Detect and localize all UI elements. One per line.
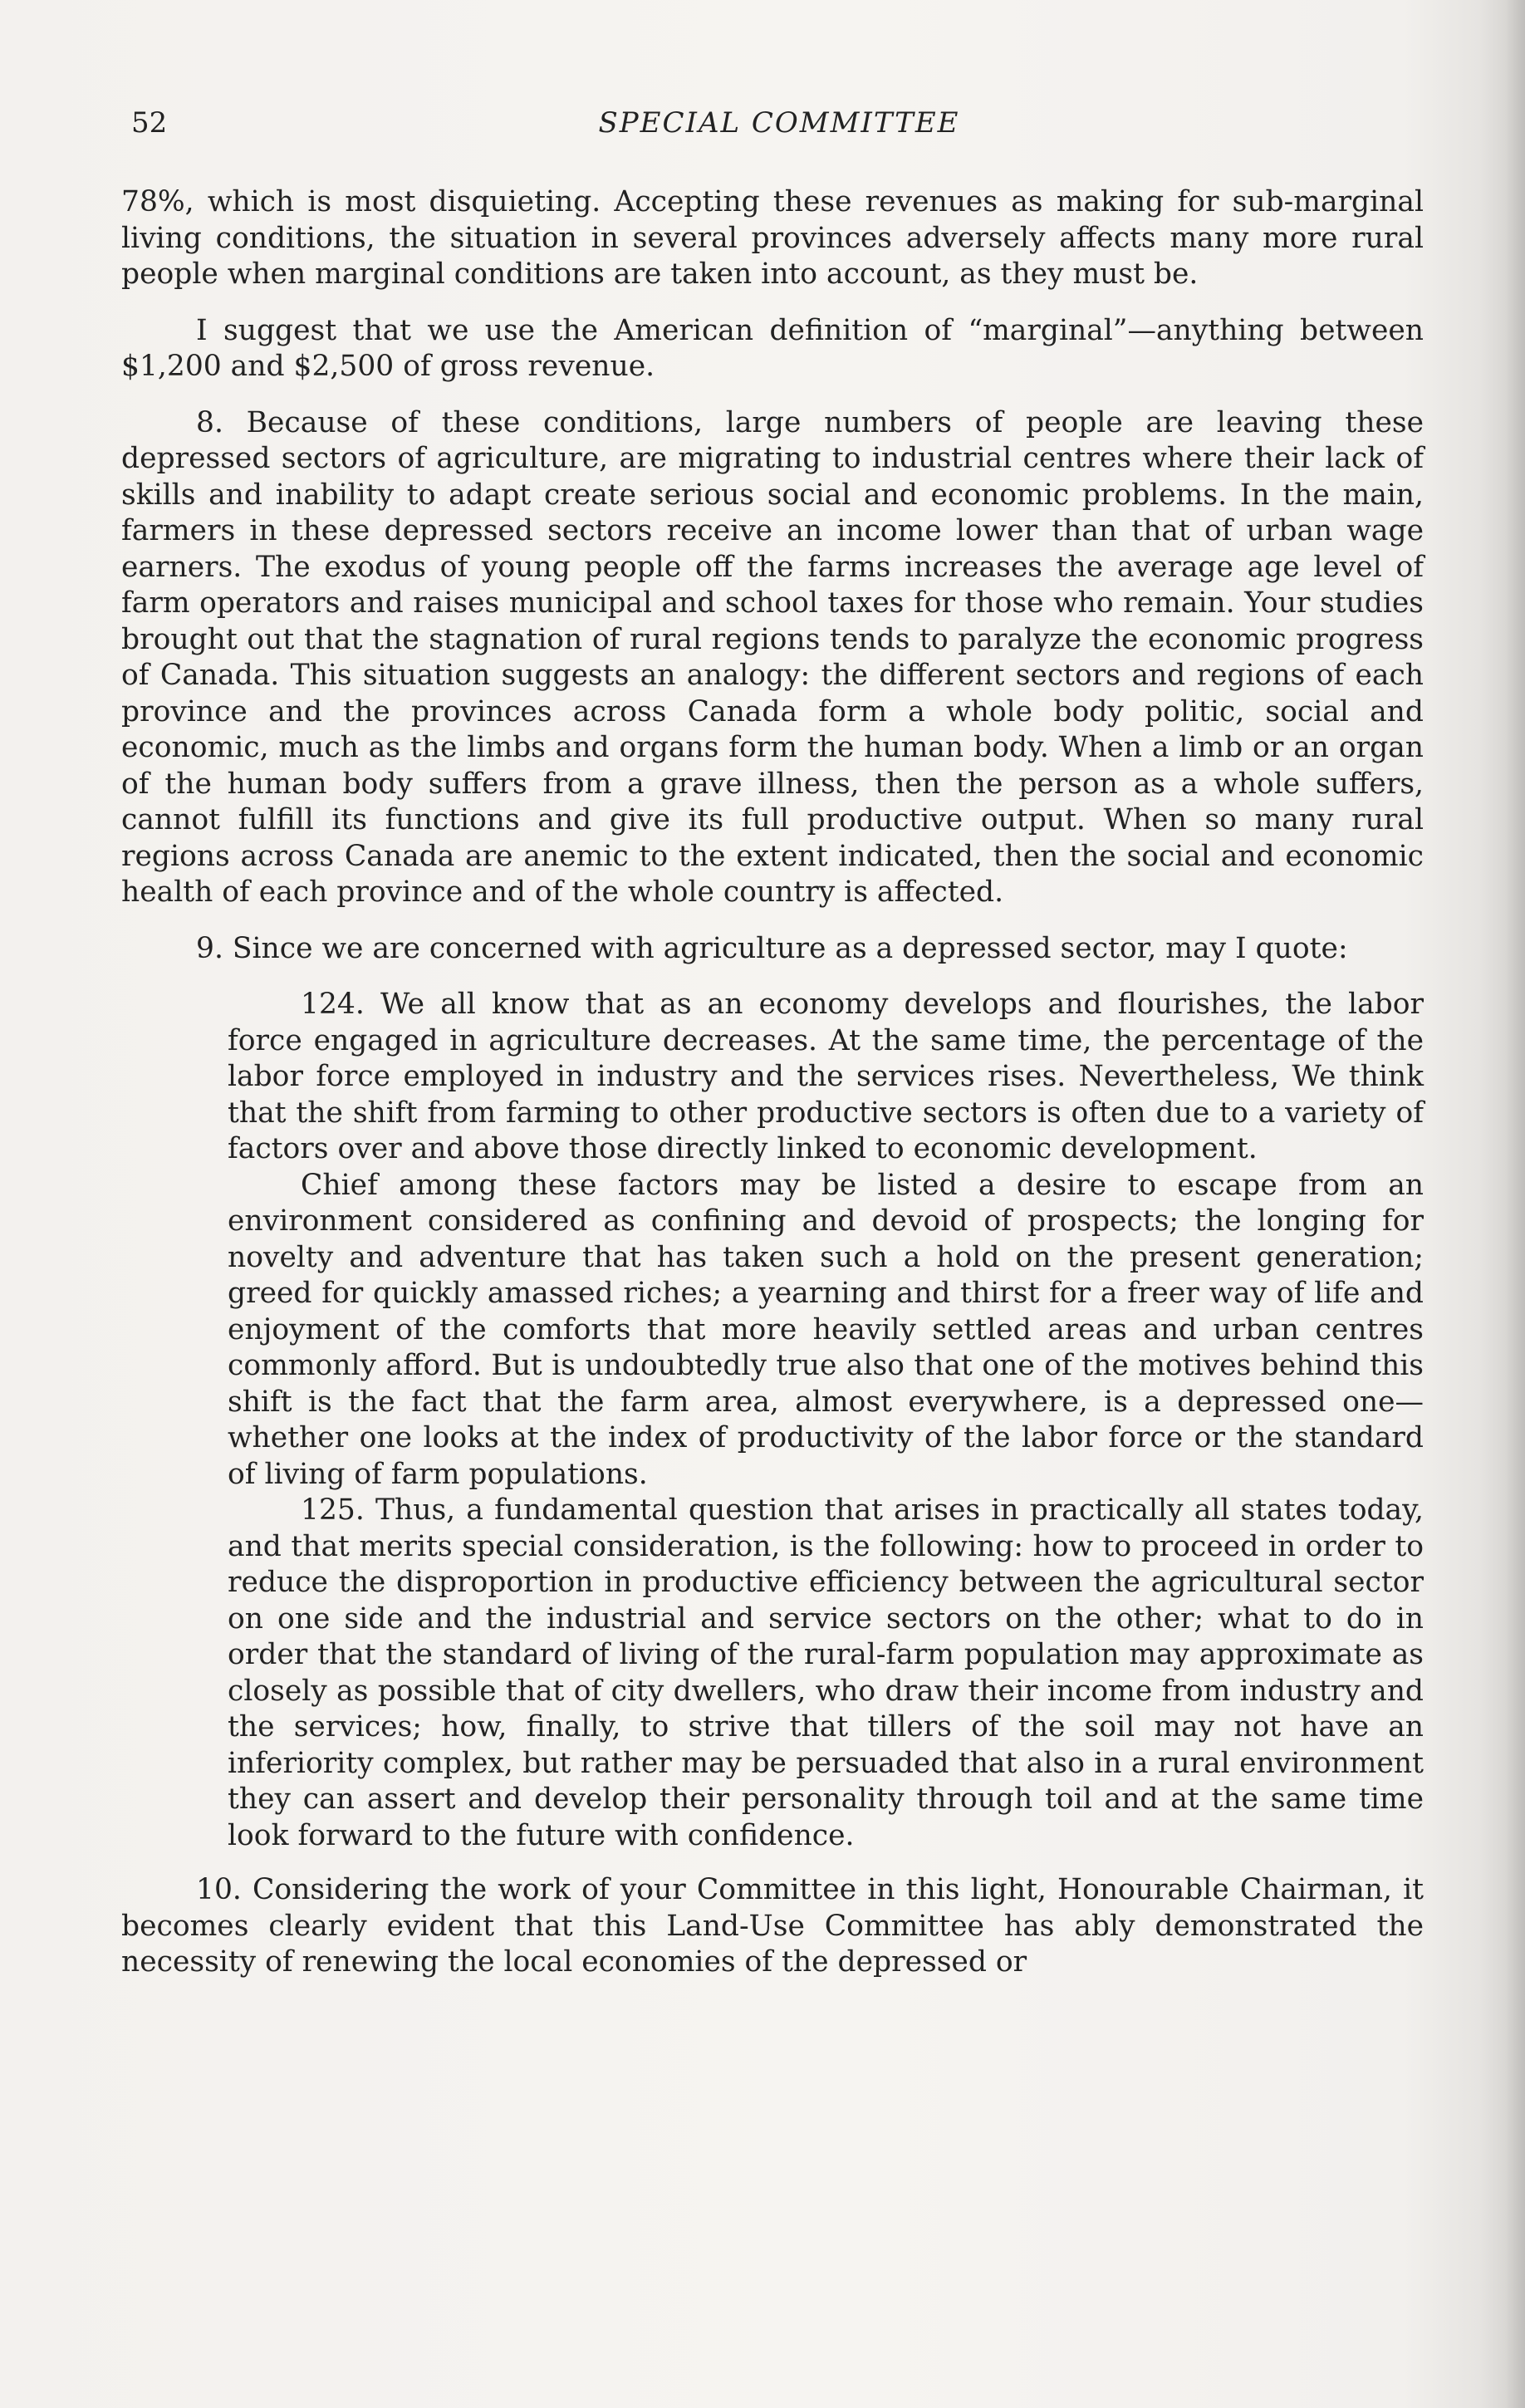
quote-paragraph-125: 125. Thus, a fundamental question that arises in practically all states today, and that merits special consideration, is the following: how to proceed in order to reduce the disproportion in productive efficiency between the agricultural sector on one side and the industrial and service sectors on the other; what to do in order that the standard of living of the rural-farm population may approximate as closely as possible that of city dwellers, who draw their income from industry and the services; how, finally, to strive that tillers of the soil may not have an inferiority complex, but rather may be persuaded that also in a rural environment they can assert and develop their personality through toil and at the same time look forward to the future with confidence.	[228, 1493, 1424, 1852]
block-quote	[121, 987, 1424, 1854]
page-shadow-edge	[1505, 0, 1525, 2408]
quote-paragraph-124: 124. We all know that as an economy develops and flourishes, the labor force engaged in agriculture decreases. At the same time, the percentage of the labor force employed in industry and the services rises. Nevertheless, We think that the shift from farming to other productive sectors is often due to a variety of factors over and above those directly linked to economic development.	[228, 988, 1424, 1165]
page-header	[131, 106, 1427, 156]
running-title: SPECIAL COMMITTEE	[598, 106, 960, 140]
paragraph-8: 8. Because of these conditions, large numbers of people are leaving these depressed sectors of agriculture, are migrating to industrial centres where their lack of skills and inability to adapt create serious social and economic problems. In the main, farmers in these depressed sectors receive an income lower than that of urban wage earners. The exodus of young people off the farms increases the average age level of farm operators and raises municipal and school taxes for those who remain. Your studies brought out that the stagnation of rural regions tends to paralyze the economic progress of Canada. This situation suggests an analogy: the different sectors and regions of each province and the provinces across Canada form a whole body politic, social and economic, much as the limbs and organs form the human body. When a limb or an organ of the human body suffers from a grave illness, then the person as a whole suffers, cannot fulfill its functions and give its full productive output. When so many rural regions across Canada are anemic to the extent indicated, then the social and economic health of each province and of the whole country is affected.	[121, 405, 1424, 909]
paragraph-9: 9. Since we are concerned with agriculture as a depressed sector, may I quote:	[196, 931, 1348, 965]
quote-paragraph-factors: Chief among these factors may be listed a desire to escape from an environment considered as confining and devoid of prospects; the longing for novelty and adventure that has taken such a hold on the present generation; greed for quickly amassed riches; a yearning and thirst for a freer way of life and enjoyment of the comforts that more heavily settled areas and urban centres commonly afford. But is undoubtedly true also that one of the motives behind this shift is the fact that the farm area, almost everywhere, is a depressed one—whether one looks at the index of productivity of the labor force or the standard of living of farm populations.	[228, 1168, 1424, 1491]
page-body	[121, 184, 1424, 2001]
page-number: 52	[131, 106, 168, 140]
paragraph-continuation: 78%, which is most disquieting. Accepting these revenues as making for sub-marginal living conditions, the situation in several provinces adversely affects many more rural people when marginal conditions are taken into account, as they must be.	[121, 185, 1424, 291]
paragraph-10: 10. Considering the work of your Committee in this light, Honourable Chairman, it becomes clearly evident that this Land-Use Committee has ably demonstrated the necessity of renewing the local economies of the depressed or	[121, 1873, 1424, 1979]
paragraph-marginal-definition: I suggest that we use the American definition of “marginal”—anything between $1,200 and $2,500 of gross revenue.	[121, 313, 1424, 383]
